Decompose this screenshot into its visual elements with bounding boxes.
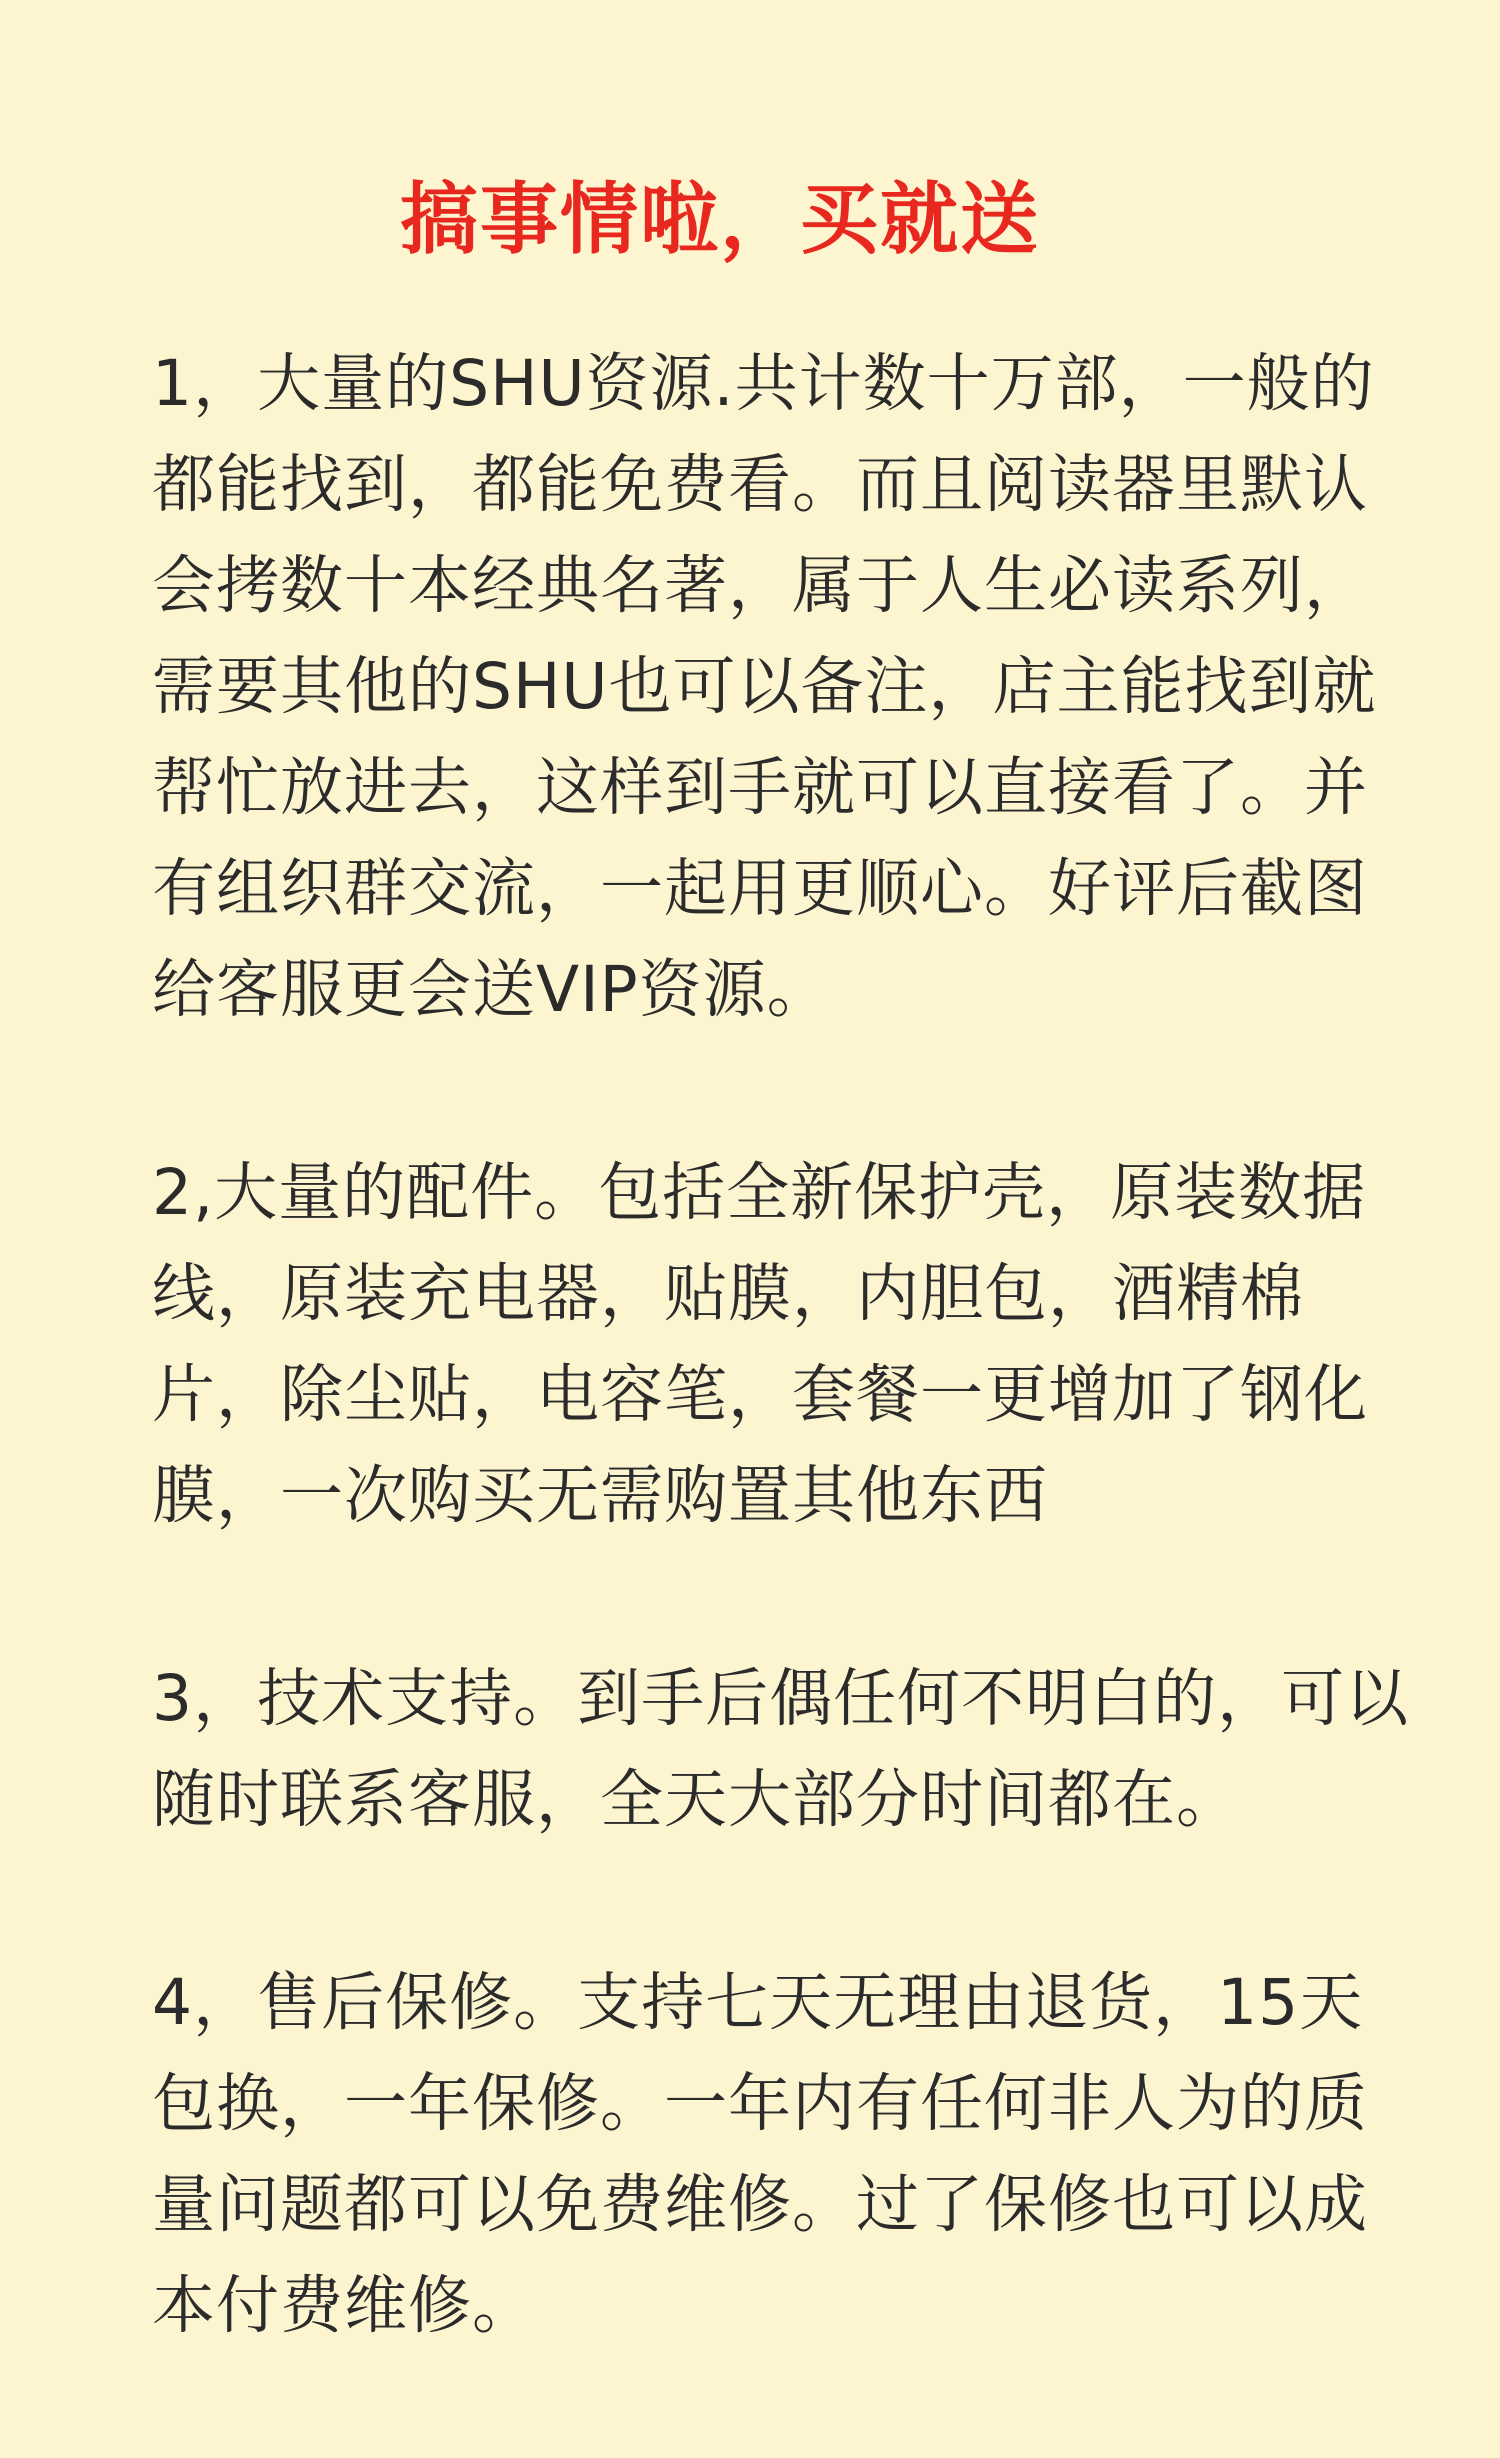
promo-paragraph-1: 1，大量的SHU资源.共计数十万部，一般的都能找到，都能免费看。而且阅读器里默认会拷数十本经典名著，属于人生必读系列，需要其他的SHU也可以备注，店主能找到就帮忙放进去，这样到手就可以直接看了。并有组织群交流，一起用更顺心。好评后截图给客服更会送VIP资源。 — [152, 347, 1377, 1026]
promo-paragraph-2: 2,大量的配件。包括全新保护壳，原装数据线，原装充电器，贴膜，内胆包，酒精棉片，除尘贴，电容笔，套餐一更增加了钢化膜，一次购买无需购置其他东西 — [152, 1156, 1368, 1532]
promo-paragraph-4: 4，售后保修。支持七天无理由退货，15天包换，一年保修。一年内有任何非人为的质量问题都可以免费维修。过了保修也可以成本付费维修。 — [152, 1966, 1368, 2342]
promo-content — [152, 333, 1414, 2458]
page-title: 搞事情啦，买就送 — [400, 175, 1041, 265]
promo-paragraph-3: 3，技术支持。到手后偶任何不明白的，可以随时联系客服，全天大部分时间都在。 — [152, 1662, 1410, 1836]
